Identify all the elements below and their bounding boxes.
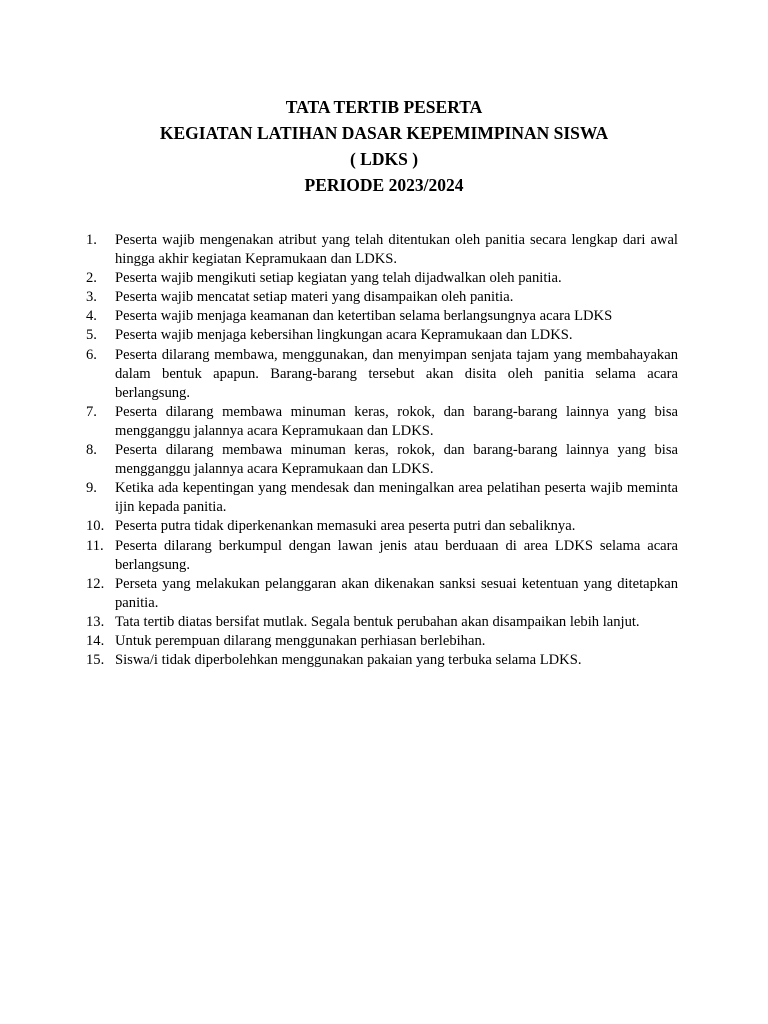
rule-text: Peserta wajib menjaga kebersihan lingkungan acara Kepramukaan dan LDKS. — [115, 327, 573, 344]
rule-item — [86, 441, 678, 479]
rule-text: Peserta putra tidak diperkenankan memasuki area peserta putri dan sebaliknya. — [115, 518, 576, 535]
rule-item — [86, 231, 678, 269]
title-line-1: TATA TERTIB PESERTA — [285, 97, 483, 117]
rule-text: Untuk perempuan dilarang menggunakan perhiasan berlebihan. — [115, 632, 486, 649]
rule-item — [86, 537, 678, 575]
rule-number: 3. — [86, 289, 97, 306]
rule-item — [86, 288, 678, 307]
rule-text: Perseta yang melakukan pelanggaran akan dikenakan sanksi sesuai ketentuan yang ditetapkan panitia. — [115, 575, 678, 611]
rule-item — [86, 307, 678, 326]
rule-text: Ketika ada kepentingan yang mendesak dan meningalkan area pelatihan peserta wajib meminta ijin kepada panitia. — [115, 480, 678, 516]
rule-item — [86, 403, 678, 441]
rule-number: 10. — [86, 518, 105, 535]
title-line-4: PERIODE 2023/2024 — [304, 175, 464, 195]
rule-number: 2. — [86, 270, 97, 287]
rule-text: Tata tertib diatas bersifat mutlak. Segala bentuk perubahan akan disampaikan lebih lanjut. — [115, 613, 640, 630]
document-header — [0, 94, 768, 198]
rule-text: Peserta wajib menjaga keamanan dan ketertiban selama berlangsungnya acara LDKS — [115, 308, 613, 325]
rule-number: 4. — [86, 308, 97, 325]
rule-text: Peserta wajib mengikuti setiap kegiatan yang telah dijadwalkan oleh panitia. — [115, 270, 562, 287]
rule-number: 1. — [86, 232, 97, 248]
rule-text: Peserta dilarang berkumpul dengan lawan jenis atau berduaan di area LDKS selama acara berlangsung. — [115, 537, 678, 573]
rule-text: Peserta dilarang membawa, menggunakan, dan menyimpan senjata tajam yang membahayakan dalam bentuk apapun. Barang-barang tersebut akan disita oleh panitia selama acara berlangsung. — [115, 346, 678, 401]
rule-number: 6. — [86, 346, 97, 363]
rule-item — [86, 269, 678, 288]
rule-text: Peserta wajib mencatat setiap materi yang disampaikan oleh panitia. — [115, 289, 514, 306]
rule-item — [86, 346, 678, 403]
rule-number: 13. — [86, 613, 105, 630]
rule-text: Siswa/i tidak diperbolehkan menggunakan pakaian yang terbuka selama LDKS. — [115, 652, 582, 669]
rule-number: 15. — [86, 652, 105, 669]
rule-number: 14. — [86, 632, 105, 649]
rule-number: 11. — [86, 537, 104, 554]
rule-item — [86, 326, 678, 345]
rule-number: 7. — [86, 403, 97, 420]
title-line-2: KEGIATAN LATIHAN DASAR KEPEMIMPINAN SISWA — [159, 123, 609, 143]
rule-text: Peserta dilarang membawa minuman keras, rokok, dan barang-barang lainnya yang bisa mengganggu jalannya acara Kepramukaan dan LDKS. — [115, 442, 678, 478]
rule-item — [86, 613, 678, 632]
rule-item — [86, 575, 678, 613]
rule-item — [86, 632, 678, 651]
rule-item — [86, 517, 678, 536]
rule-item — [86, 651, 678, 670]
rules-list — [86, 231, 678, 670]
rule-text: Peserta wajib mengenakan atribut yang telah ditentukan oleh panitia secara lengkap dari awal hingga akhir kegiatan Kepramukaan dan LDKS. — [115, 232, 678, 268]
rule-number: 5. — [86, 327, 97, 344]
title-line-3: ( LDKS ) — [349, 149, 419, 169]
rule-number: 8. — [86, 442, 97, 459]
rule-number: 12. — [86, 575, 105, 592]
rule-number: 9. — [86, 480, 97, 497]
rule-text: Peserta dilarang membawa minuman keras, rokok, dan barang-barang lainnya yang bisa mengganggu jalannya acara Kepramukaan dan LDKS. — [115, 403, 678, 439]
rule-item — [86, 479, 678, 517]
